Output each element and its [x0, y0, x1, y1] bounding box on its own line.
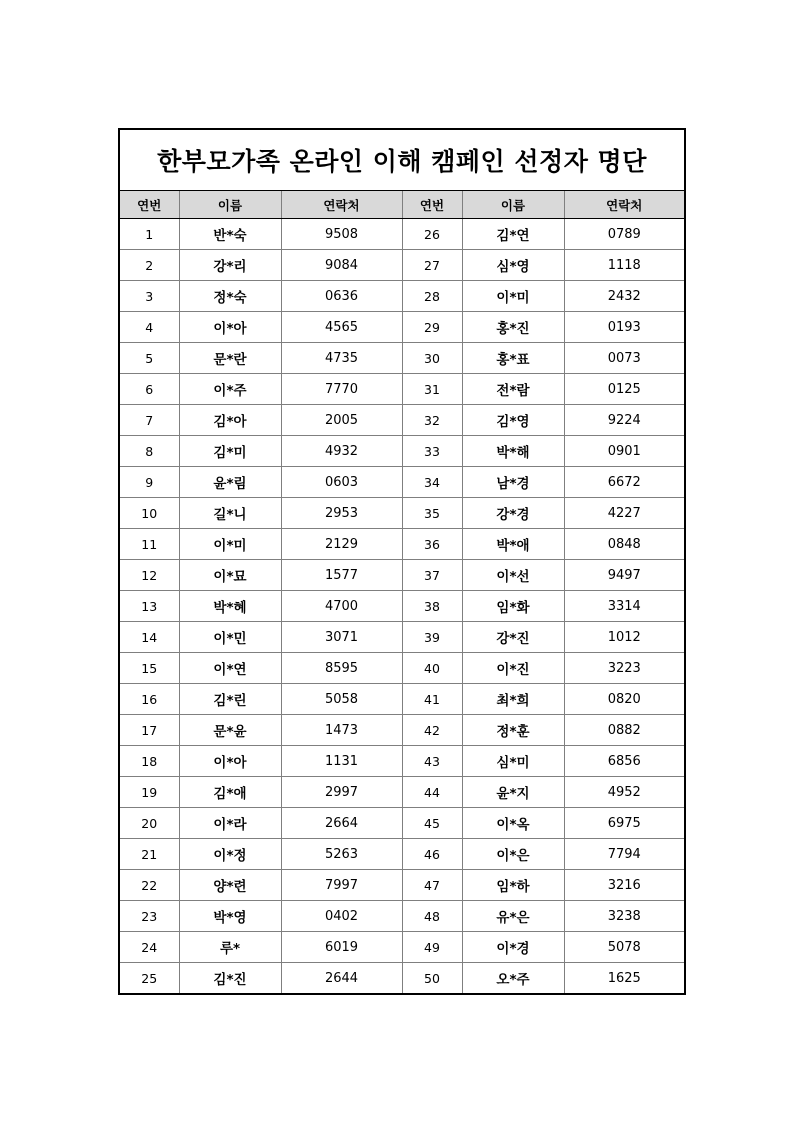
table-row	[119, 467, 685, 498]
cell-seq-right: 37	[402, 560, 462, 591]
cell-tel-right: 0073	[564, 343, 685, 374]
cell-tel-left: 1473	[281, 715, 402, 746]
cell-seq-right: 26	[402, 219, 462, 250]
cell-tel-right: 0820	[564, 684, 685, 715]
table-row	[119, 498, 685, 529]
cell-seq-right: 27	[402, 250, 462, 281]
cell-seq-left: 1	[119, 219, 179, 250]
cell-seq-right: 39	[402, 622, 462, 653]
cell-seq-left: 5	[119, 343, 179, 374]
cell-tel-left: 4735	[281, 343, 402, 374]
column-header-name-left: 이름	[179, 191, 281, 219]
cell-tel-right: 9497	[564, 560, 685, 591]
cell-name-left: 박*혜	[179, 591, 281, 622]
cell-seq-right: 49	[402, 932, 462, 963]
cell-seq-right: 35	[402, 498, 462, 529]
cell-tel-right: 4952	[564, 777, 685, 808]
cell-seq-left: 24	[119, 932, 179, 963]
cell-name-right: 이*미	[462, 281, 564, 312]
table-row	[119, 560, 685, 591]
cell-tel-left: 5058	[281, 684, 402, 715]
cell-tel-right: 9224	[564, 405, 685, 436]
cell-name-right: 이*선	[462, 560, 564, 591]
cell-tel-left: 5263	[281, 839, 402, 870]
cell-seq-left: 20	[119, 808, 179, 839]
column-header-name-right: 이름	[462, 191, 564, 219]
cell-name-left: 이*라	[179, 808, 281, 839]
cell-seq-right: 38	[402, 591, 462, 622]
table-row	[119, 405, 685, 436]
cell-name-right: 전*람	[462, 374, 564, 405]
cell-name-right: 이*경	[462, 932, 564, 963]
cell-name-left: 이*연	[179, 653, 281, 684]
cell-tel-left: 3071	[281, 622, 402, 653]
cell-name-right: 심*영	[462, 250, 564, 281]
cell-name-right: 이*진	[462, 653, 564, 684]
cell-seq-right: 28	[402, 281, 462, 312]
cell-seq-right: 47	[402, 870, 462, 901]
cell-tel-right: 0882	[564, 715, 685, 746]
cell-name-right: 이*은	[462, 839, 564, 870]
cell-tel-right: 0789	[564, 219, 685, 250]
cell-name-left: 길*니	[179, 498, 281, 529]
cell-tel-left: 8595	[281, 653, 402, 684]
table-row	[119, 250, 685, 281]
cell-tel-right: 1625	[564, 963, 685, 995]
cell-seq-right: 29	[402, 312, 462, 343]
cell-name-left: 김*린	[179, 684, 281, 715]
cell-name-left: 이*묘	[179, 560, 281, 591]
table-row	[119, 901, 685, 932]
cell-name-left: 김*진	[179, 963, 281, 995]
cell-tel-right: 3223	[564, 653, 685, 684]
table-body	[119, 219, 685, 995]
cell-tel-left: 0402	[281, 901, 402, 932]
cell-name-left: 김*미	[179, 436, 281, 467]
table-row	[119, 436, 685, 467]
cell-name-right: 최*희	[462, 684, 564, 715]
cell-name-left: 루*	[179, 932, 281, 963]
cell-tel-right: 0125	[564, 374, 685, 405]
cell-seq-left: 23	[119, 901, 179, 932]
cell-tel-left: 2664	[281, 808, 402, 839]
cell-seq-left: 10	[119, 498, 179, 529]
cell-tel-left: 2005	[281, 405, 402, 436]
column-header-seq-right: 연번	[402, 191, 462, 219]
cell-name-right: 심*미	[462, 746, 564, 777]
cell-tel-right: 6672	[564, 467, 685, 498]
cell-seq-right: 36	[402, 529, 462, 560]
cell-name-right: 박*애	[462, 529, 564, 560]
cell-seq-right: 44	[402, 777, 462, 808]
cell-name-right: 강*진	[462, 622, 564, 653]
cell-seq-right: 42	[402, 715, 462, 746]
cell-tel-left: 2644	[281, 963, 402, 995]
cell-name-right: 오*주	[462, 963, 564, 995]
cell-tel-left: 2997	[281, 777, 402, 808]
cell-seq-left: 25	[119, 963, 179, 995]
cell-name-left: 반*숙	[179, 219, 281, 250]
table-row	[119, 932, 685, 963]
cell-name-left: 박*영	[179, 901, 281, 932]
cell-name-left: 이*미	[179, 529, 281, 560]
cell-name-right: 정*훈	[462, 715, 564, 746]
cell-name-left: 강*리	[179, 250, 281, 281]
cell-name-left: 양*련	[179, 870, 281, 901]
cell-seq-left: 3	[119, 281, 179, 312]
column-header-row	[119, 191, 685, 219]
cell-seq-right: 32	[402, 405, 462, 436]
cell-name-right: 이*옥	[462, 808, 564, 839]
cell-tel-right: 5078	[564, 932, 685, 963]
cell-seq-left: 14	[119, 622, 179, 653]
cell-seq-left: 9	[119, 467, 179, 498]
cell-seq-left: 15	[119, 653, 179, 684]
cell-tel-left: 2953	[281, 498, 402, 529]
cell-tel-right: 3216	[564, 870, 685, 901]
cell-seq-right: 45	[402, 808, 462, 839]
table-row	[119, 684, 685, 715]
table-row	[119, 653, 685, 684]
cell-name-left: 이*아	[179, 312, 281, 343]
cell-seq-left: 16	[119, 684, 179, 715]
cell-name-left: 이*정	[179, 839, 281, 870]
cell-name-left: 이*주	[179, 374, 281, 405]
cell-tel-left: 4565	[281, 312, 402, 343]
table-row	[119, 963, 685, 995]
cell-seq-right: 30	[402, 343, 462, 374]
cell-name-right: 임*화	[462, 591, 564, 622]
cell-tel-left: 9508	[281, 219, 402, 250]
cell-tel-right: 1118	[564, 250, 685, 281]
cell-name-right: 박*해	[462, 436, 564, 467]
cell-seq-left: 4	[119, 312, 179, 343]
cell-seq-left: 13	[119, 591, 179, 622]
table-row	[119, 839, 685, 870]
cell-tel-right: 3238	[564, 901, 685, 932]
cell-tel-right: 2432	[564, 281, 685, 312]
cell-tel-right: 6975	[564, 808, 685, 839]
cell-tel-right: 0848	[564, 529, 685, 560]
cell-seq-right: 31	[402, 374, 462, 405]
cell-tel-left: 9084	[281, 250, 402, 281]
column-header-tel-left: 연락처	[281, 191, 402, 219]
column-header-tel-right: 연락처	[564, 191, 685, 219]
cell-tel-left: 4700	[281, 591, 402, 622]
cell-seq-left: 2	[119, 250, 179, 281]
cell-seq-right: 46	[402, 839, 462, 870]
table-row	[119, 312, 685, 343]
selected-list-table-container	[118, 128, 684, 995]
cell-seq-right: 40	[402, 653, 462, 684]
cell-name-right: 김*영	[462, 405, 564, 436]
table-row	[119, 591, 685, 622]
cell-name-right: 홍*표	[462, 343, 564, 374]
table-row	[119, 622, 685, 653]
cell-name-left: 김*애	[179, 777, 281, 808]
cell-name-left: 윤*림	[179, 467, 281, 498]
table-row	[119, 715, 685, 746]
cell-tel-left: 1577	[281, 560, 402, 591]
cell-tel-right: 6856	[564, 746, 685, 777]
cell-seq-left: 12	[119, 560, 179, 591]
table-row	[119, 870, 685, 901]
cell-seq-right: 50	[402, 963, 462, 995]
cell-seq-right: 48	[402, 901, 462, 932]
cell-tel-left: 0603	[281, 467, 402, 498]
cell-seq-left: 21	[119, 839, 179, 870]
table-row	[119, 281, 685, 312]
table-row	[119, 808, 685, 839]
cell-tel-left: 0636	[281, 281, 402, 312]
cell-tel-left: 4932	[281, 436, 402, 467]
cell-seq-left: 7	[119, 405, 179, 436]
cell-name-right: 남*경	[462, 467, 564, 498]
cell-seq-left: 18	[119, 746, 179, 777]
cell-seq-right: 33	[402, 436, 462, 467]
cell-tel-left: 7997	[281, 870, 402, 901]
cell-seq-left: 6	[119, 374, 179, 405]
cell-seq-left: 17	[119, 715, 179, 746]
cell-name-left: 김*아	[179, 405, 281, 436]
table-row	[119, 777, 685, 808]
cell-name-left: 정*숙	[179, 281, 281, 312]
cell-tel-right: 1012	[564, 622, 685, 653]
cell-name-right: 김*연	[462, 219, 564, 250]
table-head	[119, 129, 685, 219]
cell-seq-left: 22	[119, 870, 179, 901]
cell-tel-right: 3314	[564, 591, 685, 622]
cell-name-right: 임*하	[462, 870, 564, 901]
cell-name-left: 이*아	[179, 746, 281, 777]
cell-tel-left: 1131	[281, 746, 402, 777]
cell-name-right: 윤*지	[462, 777, 564, 808]
cell-seq-right: 41	[402, 684, 462, 715]
cell-seq-left: 19	[119, 777, 179, 808]
title-row	[119, 129, 685, 191]
cell-name-left: 문*윤	[179, 715, 281, 746]
cell-name-right: 유*은	[462, 901, 564, 932]
cell-tel-left: 6019	[281, 932, 402, 963]
cell-tel-right: 0193	[564, 312, 685, 343]
cell-tel-right: 0901	[564, 436, 685, 467]
cell-seq-right: 34	[402, 467, 462, 498]
column-header-seq-left: 연번	[119, 191, 179, 219]
cell-tel-right: 4227	[564, 498, 685, 529]
selected-list-table	[118, 128, 686, 995]
cell-name-right: 홍*진	[462, 312, 564, 343]
table-row	[119, 374, 685, 405]
cell-tel-left: 7770	[281, 374, 402, 405]
cell-seq-left: 8	[119, 436, 179, 467]
cell-name-left: 이*민	[179, 622, 281, 653]
cell-name-left: 문*란	[179, 343, 281, 374]
page-title: 한부모가족 온라인 이해 캠페인 선정자 명단	[119, 129, 685, 191]
cell-tel-right: 7794	[564, 839, 685, 870]
table-row	[119, 529, 685, 560]
table-row	[119, 219, 685, 250]
table-row	[119, 343, 685, 374]
cell-tel-left: 2129	[281, 529, 402, 560]
table-row	[119, 746, 685, 777]
cell-name-right: 강*경	[462, 498, 564, 529]
cell-seq-right: 43	[402, 746, 462, 777]
cell-seq-left: 11	[119, 529, 179, 560]
